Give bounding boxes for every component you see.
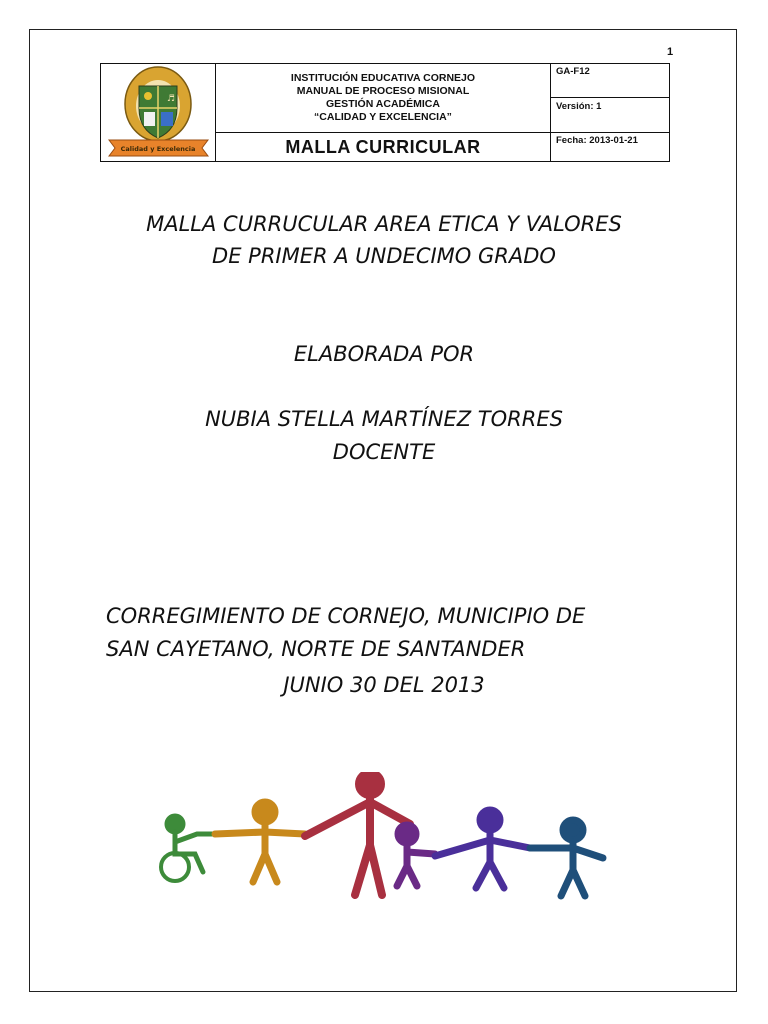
children-holding-hands-icon [145,772,615,907]
figure-purple-child [397,825,435,886]
author-role: DOCENTE [332,440,436,464]
place-line2: SAN CAYETANO, NORTE DE SANTANDER [106,637,526,661]
svg-text:♬: ♬ [167,94,176,104]
code-cell [551,64,669,98]
document-code: GA-F12 [556,66,590,77]
document-title-cell [216,133,551,161]
header-table [100,63,670,162]
header-info-cell [216,64,551,133]
curriculum-title-line1: MALLA CURRUCULAR AREA ETICA Y VALORES [146,212,622,236]
institution-motto: “CALIDAD Y EXCELENCIA” [314,111,452,123]
prepared-by-label: ELABORADA POR [293,342,475,366]
version-cell [551,98,669,133]
document-date-line: JUNIO 30 DEL 2013 [283,673,485,697]
document-title: MALLA CURRICULAR [285,136,481,157]
author-name: NUBIA STELLA MARTÍNEZ TORRES [205,407,563,431]
figure-red-adult [305,773,410,895]
logo-cell [101,64,216,161]
institution-name: INSTITUCIÓN EDUCATIVA CORNEJO [290,72,476,84]
management-name: GESTIÓN ACADÉMICA [326,98,440,110]
place-line1: CORREGIMIENTO DE CORNEJO, MUNICIPIO DE [106,604,586,628]
page-number: 1 [666,46,674,58]
school-logo [101,64,216,161]
manual-name: MANUAL DE PROCESO MISIONAL [296,85,470,97]
document-page [29,29,737,992]
figure-wheelchair [161,816,215,881]
logo-ribbon-text: Calidad y Excelencia [120,145,196,153]
figure-blue [530,820,603,896]
document-date: Fecha: 2013-01-21 [556,135,638,146]
document-version: Versión: 1 [556,101,602,112]
curriculum-title-line2: DE PRIMER A UNDECIMO GRADO [212,244,556,268]
date-cell [551,133,669,161]
figure-orange [215,802,305,882]
figure-violet [435,810,530,888]
